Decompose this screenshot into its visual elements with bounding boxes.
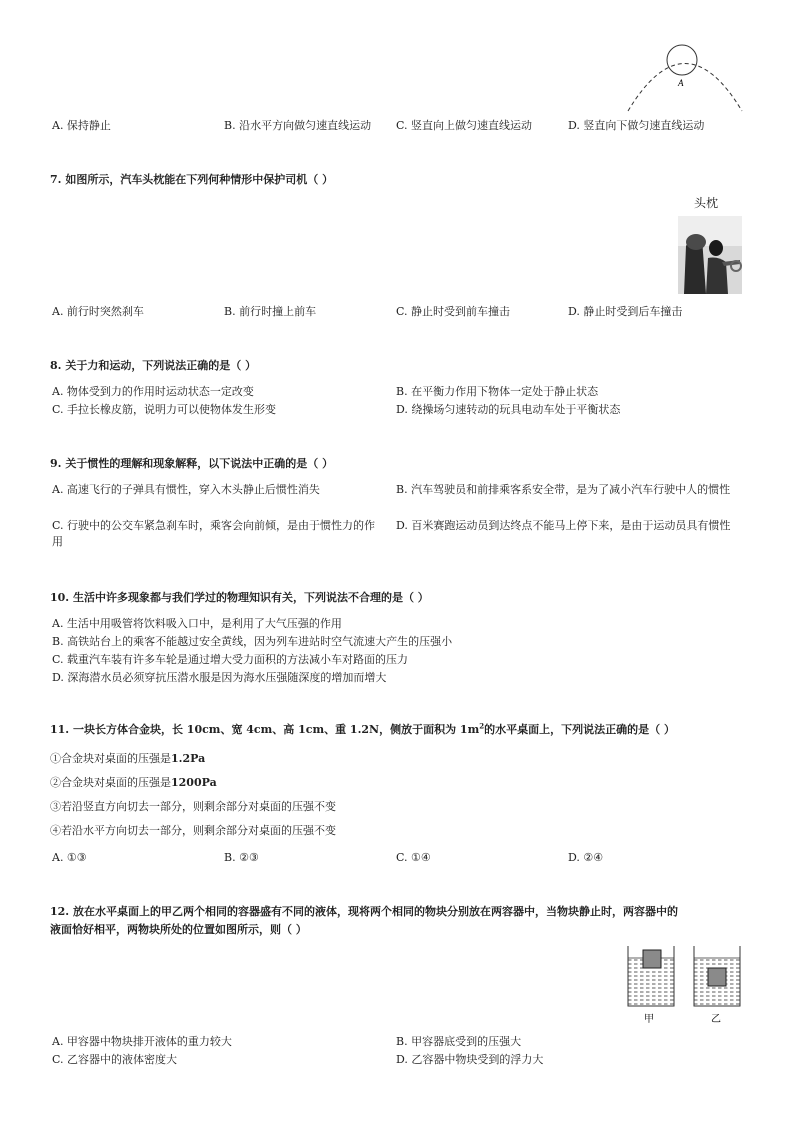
q9-option-c: C. 行驶中的公交车紧急刹车时，乘客会向前倾，是由于惯性力的作用 [52, 519, 376, 548]
q7-option-a: A. 前行时突然刹车 [52, 305, 144, 318]
q9-stem: 9. 关于惯性的理解和现象解释，以下说法中正确的是（ ） [50, 457, 334, 470]
q6-option-a: A. 保持静止 [52, 119, 111, 132]
q7-stem: 7. 如图所示，汽车头枕能在下列何种情形中保护司机（ ） [50, 173, 334, 186]
q6-figure-label: A [678, 78, 684, 88]
q9-option-b: B. 汽车驾驶员和前排乘客系安全带，是为了减小汽车行驶中人的惯性 [396, 483, 731, 496]
q6-figure [620, 36, 750, 116]
q10-option-d: D. 深海潜水员必须穿抗压潜水服是因为海水压强随深度的增加而增大 [52, 671, 387, 684]
q10-stem: 10. 生活中许多现象都与我们学过的物理知识有关，下列说法不合理的是（ ） [50, 591, 429, 604]
q10-option-c: C. 载重汽车装有许多车轮是通过增大受力面积的方法减小车对路面的压力 [52, 653, 409, 666]
q7-option-d: D. 静止时受到后车撞击 [568, 305, 683, 318]
q6-option-d: D. 竖直向下做匀速直线运动 [568, 119, 705, 132]
q11-option-d: D. ②④ [568, 851, 604, 864]
q7-option-b: B. 前行时撞上前车 [224, 305, 317, 318]
q12-stem-line-1: 12. 放在水平桌面上的甲乙两个相同的容器盛有不同的液体，现将两个相同的物块分别放在两容器中，当物块静止时，两容器中的 [50, 905, 678, 918]
q8-option-a: A. 物体受到力的作用时运动状态一定改变 [52, 385, 254, 398]
q11-statement-4: ④若沿水平方向切去一部分，则剩余部分对桌面的压强不变 [50, 824, 336, 837]
q6-option-b: B. 沿水平方向做匀速直线运动 [224, 119, 372, 132]
q11-statement-3: ③若沿竖直方向切去一部分，则剩余部分对桌面的压强不变 [50, 800, 336, 813]
q12-containers-figure [622, 942, 746, 1026]
q9-option-d: D. 百米赛跑运动员到达终点不能马上停下来，是由于运动员具有惯性 [396, 519, 731, 532]
q11-statement-2-value: 1200Pa [171, 776, 217, 789]
q7-option-c: C. 静止时受到前车撞击 [396, 305, 511, 318]
q11-stem [50, 722, 675, 738]
q11-stem-sup: 2 [479, 721, 485, 731]
q10-option-b: B. 高铁站台上的乘客不能越过安全黄线，因为列车进站时空气流速大产生的压强小 [52, 635, 453, 648]
q12-stem-line-2: 液面恰好相平，两物块所处的位置如图所示，则（ ） [50, 923, 307, 936]
q11-statement-1: ①合金块对桌面的压强是1.2Pa [50, 752, 206, 765]
q11-statement-2: ②合金块对桌面的压强是1200Pa [50, 776, 217, 789]
q11-option-b: B. ②③ [224, 851, 259, 864]
q7-figure-label: 头枕 [694, 196, 719, 210]
q12-option-d: D. 乙容器中物块受到的浮力大 [396, 1053, 544, 1066]
q8-option-b: B. 在平衡力作用下物体一定处于静止状态 [396, 385, 599, 398]
q8-option-c: C. 手拉长橡皮筋，说明力可以使物体发生形变 [52, 403, 277, 416]
headrest-photo [678, 216, 742, 294]
q10-option-a: A. 生活中用吸管将饮料吸入口中，是利用了大气压强的作用 [52, 617, 342, 630]
q11-statement-1-value: 1.2Pa [171, 752, 206, 765]
q12-label-jia: 甲 [644, 1014, 654, 1025]
q11-option-a: A. ①③ [52, 851, 87, 864]
q11-stem-b: 的水平桌面上，下列说法正确的是（ ） [484, 723, 675, 736]
q12-option-b: B. 甲容器底受到的压强大 [396, 1035, 522, 1048]
q12-label-yi: 乙 [711, 1014, 721, 1025]
q12-option-c: C. 乙容器中的液体密度大 [52, 1053, 178, 1066]
q9-option-a: A. 高速飞行的子弹具有惯性，穿入木头静止后惯性消失 [52, 483, 320, 496]
q11-option-c: C. ①④ [396, 851, 431, 864]
q11-stem-a: 11. 一块长方体合金块，长 10cm、宽 4cm、高 1cm、重 1.2N，侧放于面积为 1m [50, 723, 480, 736]
q8-option-d: D. 绕操场匀速转动的玩具电动车处于平衡状态 [396, 403, 621, 416]
q12-option-a: A. 甲容器中物块排开液体的重力较大 [52, 1035, 232, 1048]
q8-stem: 8. 关于力和运动，下列说法正确的是（ ） [50, 359, 257, 372]
q6-option-c: C. 竖直向上做匀速直线运动 [396, 119, 533, 132]
